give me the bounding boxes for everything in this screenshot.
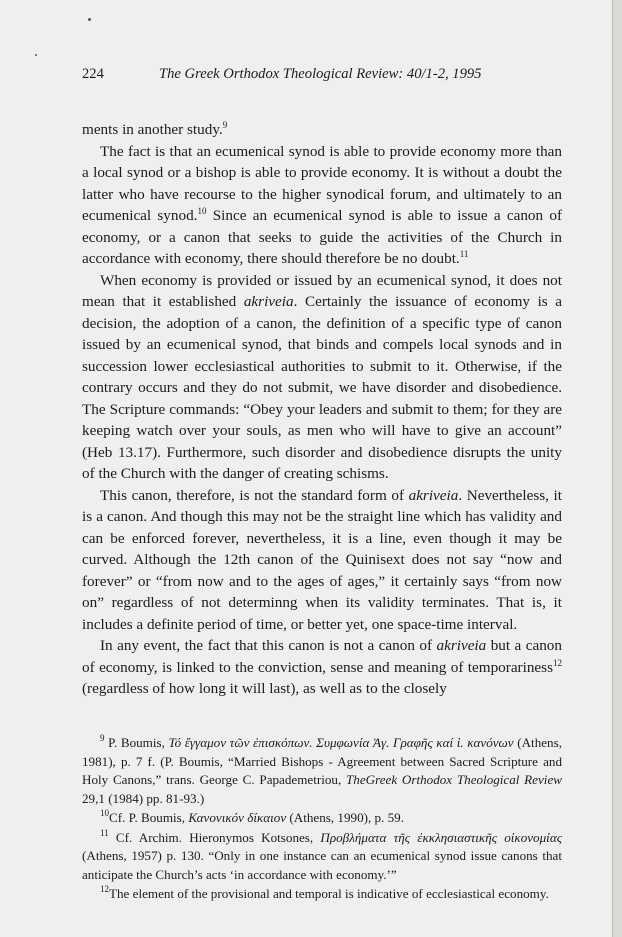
body-text (82, 119, 562, 700)
greek-title: Κανονικόν δίκαιον (188, 810, 287, 825)
footnote-ref: 11 (459, 249, 469, 259)
footnotes (82, 734, 562, 905)
footnote-ref: 12 (553, 657, 562, 668)
paragraph: In any event, the fact that this canon is not a canon of akriveia but a canon of economy, is linked to the conviction, sense and meaning of temporariness$^{12}$ (regardless of how long it will last), as well as to the closely (82, 637, 562, 697)
footnote: $^{11}$ Cf. Archim. Hieronymos Kotsones, Προβλήματα τῆς ἐκκλησιαστικῆς οἰκονομίας (Athens, 1957) p. 130. “Only in one instance can an ecumenical synod issue canons that anticipate the Church’s acts ‘in accordance with economy.’” (82, 827, 563, 882)
italic-term: akriveia (408, 486, 459, 504)
greek-title: Προβλήματα τῆς ἐκκλησιαστικῆς οἰκονομίας (320, 829, 563, 845)
footnote: $^9$ P. Boumis, Τό ἔγγαμον τῶν ἐπισκόπων. Συμφωνία Ἁγ. Γραφῆς καί ἱ. κανόνων (Athens, 1981), p. 7 f. (P. Boumis, “Married Bishops - Agreement between Sacred Scripture and Holy Canons,” trans. George C. Papademetriou, TheGreek Orthodox Theological Review 29,1 (1984) pp. 81-93.) (82, 733, 562, 806)
paragraph: When economy is provided or issued by an ecumenical synod, it does not mean that it established akriveia. Certainly the issuance of economy is a decision, the adoption of a canon, the definition of a specific type of canon issued by an ecumenical synod, that binds and compels local synods and in succession lower ecclesiastical authorities to submit to it. Otherwise, if the contrary occurs and they do not submit, we have disorder and disobedience. The Scripture commands: “Obey your leaders and submit to them; for they are keeping watch over your souls, as men who will have to give an account” (Heb 13.17). Furthermore, such disorder and disobedience disrupts the unity of the Church with the danger of creating schisms. (82, 271, 563, 482)
footnote-number: 11 (100, 827, 109, 838)
running-title: The Greek Orthodox Theological Review: 40/1-2, 1995 (159, 66, 482, 82)
page-edge (612, 0, 622, 937)
page-header (82, 64, 542, 88)
page-number: 224 (82, 66, 104, 82)
footnote-number: 9 (100, 733, 105, 743)
footnote-number: 10 (100, 808, 109, 818)
footnote: $^{12}$The element of the provisional and temporal is indicative of ecclesiastical economy. (100, 884, 549, 901)
footnote-ref: 10 (197, 206, 207, 216)
speck-mark (35, 54, 37, 56)
paragraph: The fact is that an ecumenical synod is able to provide economy more than a local synod or a bishop is able to provide economy. It is without a doubt the latter who have recourse to the higher synodical forum, and ultimately to an ecumenical synod.$^{10}$ Since an ecumenical synod is able to issue a canon of economy, or a canon that seeks to guide the activities of the Church in accordance with economy, there should therefore be no doubt.$^{11}$ (82, 142, 562, 267)
footnote: $^{10}$Cf. P. Boumis, Κανονικόν δίκαιον (Athens, 1990), p. 59. (100, 808, 404, 825)
footnote-number: 12 (100, 884, 109, 894)
paragraph: ments in another study.$^9$ (82, 120, 228, 138)
italic-term: akriveia (436, 637, 487, 654)
speck-mark (88, 18, 91, 21)
footnote-ref: 9 (222, 120, 228, 130)
journal-title: TheGreek Orthodox Theological Review (346, 772, 562, 787)
italic-term: akriveia (243, 293, 294, 310)
paragraph: This canon, therefore, is not the standard form of akriveia. Nevertheless, it is a canon. And though this may not be the straight line which has validity and can be enforced forever, nevertheless, it is a line, even though it may be curved. Although the 12th canon of the Quinisext does not say “now and forever” or “from now and to the ages of ages,” it certainly says “from now on” regardless of not determinng when its validity terminates. That is, it includes a definite period of time, or better yet, one space-time interval. (82, 486, 562, 633)
greek-title: Τό ἔγγαμον τῶν ἐπισκόπων. Συμφωνία Ἁγ. Γραφῆς καί ἱ. κανόνων (168, 735, 514, 750)
